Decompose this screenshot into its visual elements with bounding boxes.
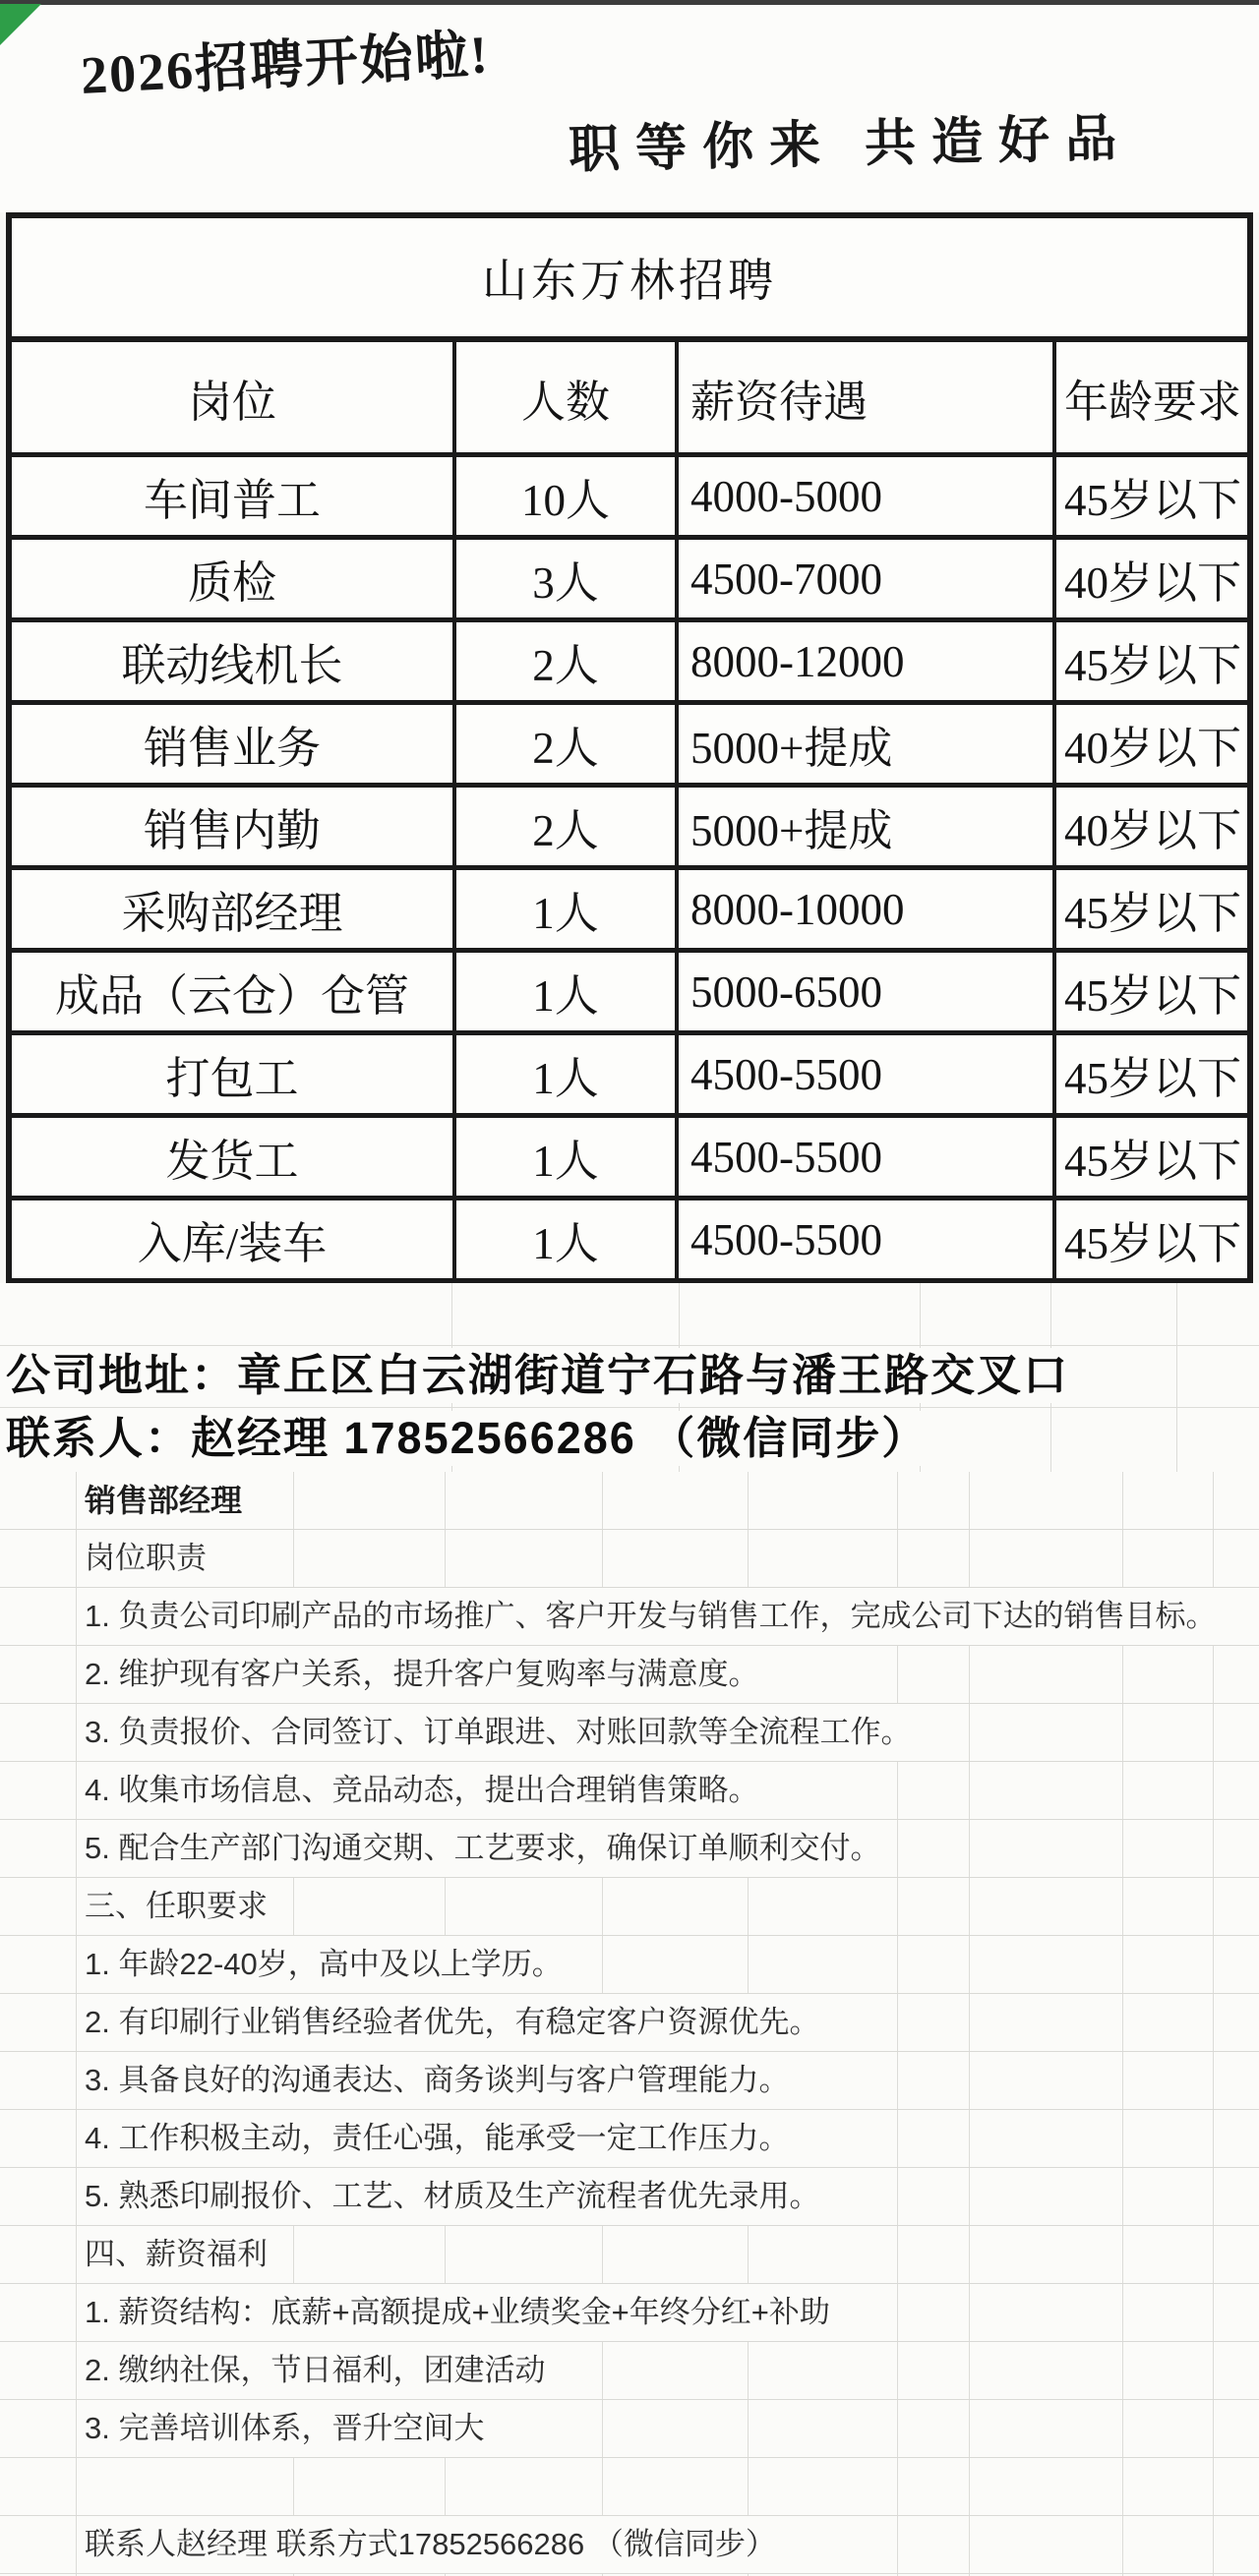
sheet-row — [0, 1646, 1259, 1704]
count-cell: 2人 — [456, 622, 679, 700]
sheet-row — [0, 2168, 1259, 2226]
salary-cell: 5000-6500 — [679, 953, 1056, 1030]
recruit-table — [6, 212, 1253, 1284]
sheet-row — [0, 2284, 1259, 2342]
position-cell: 采购部经理 — [12, 870, 456, 948]
sheet-row — [0, 1878, 1259, 1936]
position-cell: 入库/装车 — [12, 1200, 456, 1278]
sheet-row-text: 5. 熟悉印刷报价、工艺、材质及生产流程者优先录用。 — [83, 2168, 831, 2225]
salary-cell: 4500-5500 — [679, 1035, 1056, 1113]
table-row — [12, 1200, 1247, 1278]
count-cell: 1人 — [456, 1118, 679, 1196]
position-cell: 质检 — [12, 540, 456, 617]
sheet-row-text: 四、薪资福利 — [83, 2226, 279, 2283]
sheet-row — [0, 1936, 1259, 1994]
position-cell: 销售业务 — [12, 705, 456, 783]
age-cell: 40岁以下 — [1064, 558, 1242, 608]
table-row — [12, 622, 1247, 705]
recruit-table-body — [12, 457, 1247, 1278]
column-header-salary: 薪资待遇 — [679, 342, 1056, 452]
company-address-text: 公司地址：章丘区白云湖街道宁石路与潘王路交叉口 — [6, 1348, 1079, 1403]
table-banner-title: 山东万林招聘 — [12, 218, 1247, 342]
position-cell: 车间普工 — [12, 457, 456, 535]
sheet-row-text: 3. 负责报价、合同签订、订单跟进、对账回款等全流程工作。 — [83, 1704, 923, 1761]
age-cell: 40岁以下 — [1064, 806, 1242, 855]
salary-cell: 4000-5000 — [679, 457, 1056, 535]
count-cell: 10人 — [456, 457, 679, 535]
sheet-row-text: 2. 维护现有客户关系，提升客户复购率与满意度。 — [83, 1646, 770, 1703]
age-cell: 40岁以下 — [1064, 724, 1242, 773]
table-row — [12, 788, 1247, 870]
table-header-row — [12, 342, 1247, 457]
sheet-gridline-horizontal — [0, 1407, 1259, 1408]
sheet-row — [0, 1530, 1259, 1588]
salary-cell: 5000+提成 — [679, 705, 1056, 783]
age-cell: 45岁以下 — [1064, 476, 1242, 525]
sheet-row — [0, 1588, 1259, 1646]
sheet-row-text: 1. 负责公司印刷产品的市场推广、客户开发与销售工作，完成公司下达的销售目标。 — [83, 1588, 1228, 1645]
green-corner-triangle-icon — [0, 4, 41, 45]
table-row — [12, 953, 1247, 1035]
position-cell: 成品（云仓）仓管 — [12, 953, 456, 1030]
sheet-row-text: 1. 年龄22-40岁，高中及以上学历。 — [83, 1936, 574, 1993]
sheet-row-text: 销售部经理 — [83, 1472, 254, 1529]
sheet-row — [0, 1704, 1259, 1762]
sheet-row-text: 3. 具备良好的沟通表达、商务谈判与客户管理能力。 — [83, 2052, 801, 2109]
count-cell: 1人 — [456, 1200, 679, 1278]
count-cell: 1人 — [456, 953, 679, 1030]
sheet-row — [0, 1472, 1259, 1530]
sheet-row-text: 2. 有印刷行业销售经验者优先，有稳定客户资源优先。 — [83, 1994, 831, 2051]
position-cell: 联动线机长 — [12, 622, 456, 700]
sheet-gridline-horizontal — [0, 1345, 1259, 1346]
sheet-row-text: 2. 缴纳社保，节日福利，团建活动 — [83, 2342, 557, 2399]
position-cell: 发货工 — [12, 1118, 456, 1196]
count-cell: 1人 — [456, 870, 679, 948]
salary-cell: 8000-12000 — [679, 622, 1056, 700]
sheet-row-text: 三、任职要求 — [83, 1878, 279, 1935]
table-row — [12, 1118, 1247, 1200]
sheet-row-text: 4. 工作积极主动，责任心强，能承受一定工作压力。 — [83, 2110, 801, 2167]
sheet-row — [0, 2226, 1259, 2284]
sheet-row-text: 联系人赵经理 联系方式17852566286 （微信同步） — [83, 2516, 788, 2573]
position-cell: 打包工 — [12, 1035, 456, 1113]
headline-primary: 2026招聘开始啦! — [79, 25, 492, 105]
salary-cell: 8000-10000 — [679, 870, 1056, 948]
age-cell: 45岁以下 — [1064, 1054, 1242, 1103]
table-row — [12, 540, 1247, 622]
count-cell: 2人 — [456, 705, 679, 783]
table-row — [12, 1035, 1247, 1118]
sheet-row — [0, 2458, 1259, 2516]
sheet-row-text: 3. 完善培训体系，晋升空间大 — [83, 2400, 496, 2457]
count-cell: 1人 — [456, 1035, 679, 1113]
age-cell: 45岁以下 — [1064, 1137, 1242, 1186]
sheet-row — [0, 2052, 1259, 2110]
salary-cell: 4500-5500 — [679, 1118, 1056, 1196]
column-header-age: 年龄要求 — [1064, 377, 1242, 427]
sheet-row — [0, 1820, 1259, 1878]
column-header-count: 人数 — [456, 342, 679, 452]
position-cell: 销售内勤 — [12, 788, 456, 865]
headline-panel — [0, 0, 1259, 212]
table-row — [12, 705, 1247, 788]
detail-sheet — [0, 1472, 1259, 2576]
sheet-row — [0, 2342, 1259, 2400]
sheet-row — [0, 2110, 1259, 2168]
count-cell: 3人 — [456, 540, 679, 617]
sheet-row — [0, 2400, 1259, 2458]
sheet-gridline-vertical — [1176, 1283, 1177, 1472]
sheet-row-text: 1. 薪资结构：底薪+高额提成+业绩奖金+年终分红+补助 — [83, 2284, 842, 2341]
sheet-row-text: 5. 配合生产部门沟通交期、工艺要求，确保订单顺利交付。 — [83, 1820, 892, 1877]
top-edge-line — [0, 0, 1259, 5]
age-cell: 45岁以下 — [1064, 889, 1242, 938]
sheet-row — [0, 1762, 1259, 1820]
column-header-position: 岗位 — [12, 342, 456, 452]
headline-secondary: 职等你来 共造好品 — [568, 111, 1133, 179]
contact-person-text: 联系人：赵经理 17852566286 （微信同步） — [6, 1411, 937, 1466]
table-row — [12, 870, 1247, 953]
sheet-row — [0, 2516, 1259, 2574]
sheet-row — [0, 1994, 1259, 2052]
age-cell: 45岁以下 — [1064, 971, 1242, 1021]
count-cell: 2人 — [456, 788, 679, 865]
table-row — [12, 457, 1247, 540]
salary-cell: 4500-7000 — [679, 540, 1056, 617]
sheet-row-text: 岗位职责 — [83, 1530, 218, 1587]
sheet-row-text: 4. 收集市场信息、竞品动态，提出合理销售策略。 — [83, 1762, 770, 1819]
age-cell: 45岁以下 — [1064, 1219, 1242, 1268]
salary-cell: 4500-5500 — [679, 1200, 1056, 1278]
age-cell: 45岁以下 — [1064, 641, 1242, 690]
salary-cell: 5000+提成 — [679, 788, 1056, 865]
